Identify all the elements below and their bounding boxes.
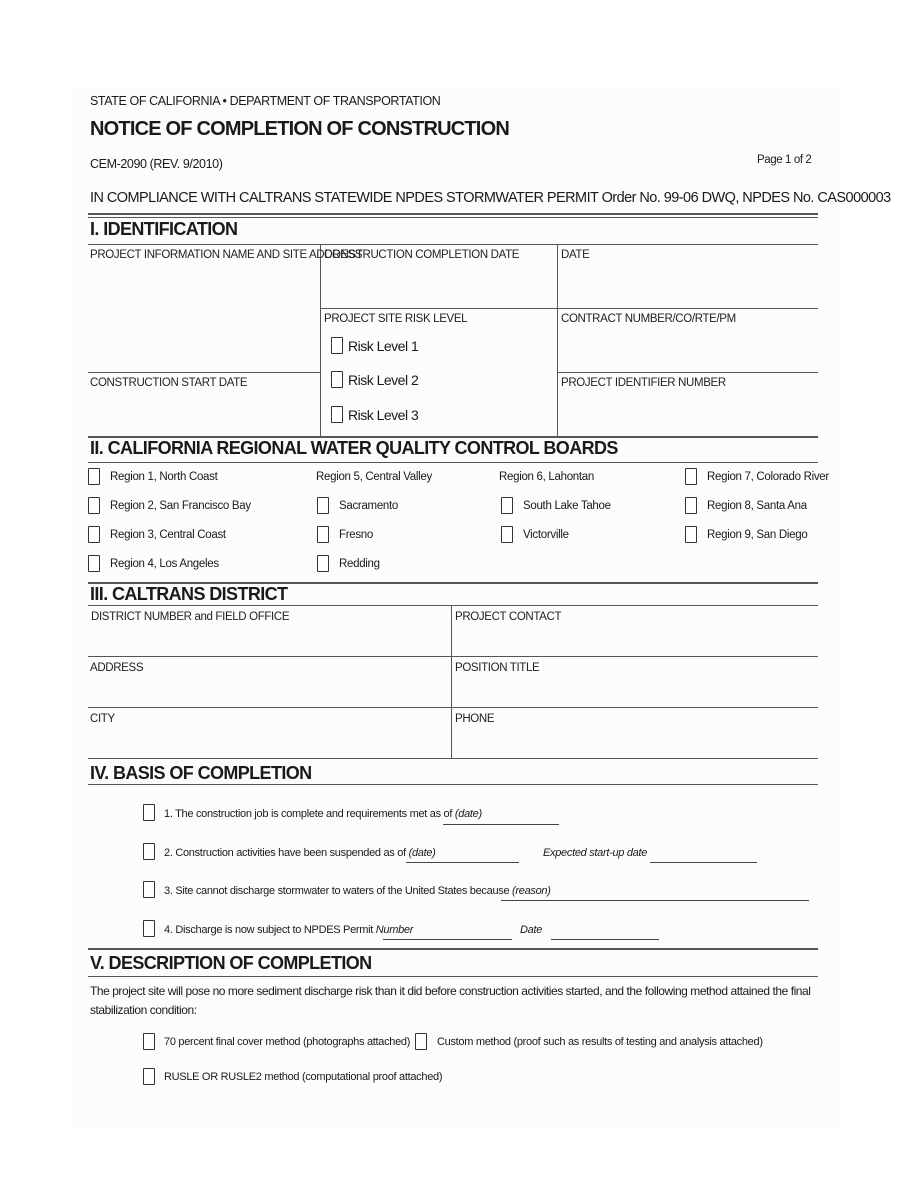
project-info-label: PROJECT INFORMATION NAME AND SITE ADDRESS [90, 249, 363, 261]
city-field[interactable] [90, 728, 448, 756]
risk-level-3-checkbox[interactable] [331, 406, 343, 423]
region-9-label: Region 9, San Diego [707, 529, 808, 541]
basis-1-italic: (date) [454, 808, 482, 820]
basis-4-italic: Number [375, 924, 414, 936]
region-4-label: Region 4, Los Angeles [110, 558, 219, 570]
region-2-checkbox[interactable] [88, 497, 100, 514]
section-water-boards-title: II. CALIFORNIA REGIONAL WATER QUALITY CONTROL BOARDS [90, 438, 618, 458]
divider [557, 244, 558, 436]
divider [88, 948, 818, 950]
expected-startup-field[interactable] [650, 862, 757, 863]
region-6-heading: Region 6, Lahontan [499, 471, 594, 483]
risk-level-1-label: Risk Level 1 [348, 338, 419, 354]
description-intro-line1: The project site will pose no more sediment discharge risk than it did before construction activities started, and the following method attained the final [90, 984, 811, 998]
cover-method-label: 70 percent final cover method (photographs attached) [164, 1036, 411, 1048]
region-8-checkbox[interactable] [685, 497, 697, 514]
south-lake-tahoe-label: South Lake Tahoe [523, 500, 611, 512]
basis-1-text: 1. The construction job is complete and requirements met as of [164, 808, 455, 820]
divider [88, 707, 818, 708]
custom-method-checkbox[interactable] [415, 1033, 427, 1050]
address-field[interactable] [90, 677, 448, 705]
south-lake-tahoe-checkbox[interactable] [501, 497, 513, 514]
redding-label: Redding [339, 558, 380, 570]
risk-level-2-checkbox[interactable] [331, 371, 343, 388]
basis-4-text: 4. Discharge is now subject to NPDES Permit [164, 924, 376, 936]
project-contact-field[interactable] [454, 626, 816, 654]
basis-3-italic: (reason) [512, 885, 551, 897]
section-description-title: V. DESCRIPTION OF COMPLETION [90, 953, 372, 973]
divider [88, 244, 818, 245]
project-info-field[interactable] [90, 264, 318, 370]
section-caltrans-district-title: III. CALTRANS DISTRICT [90, 584, 288, 604]
project-contact-label: PROJECT CONTACT [455, 611, 562, 623]
start-date-label: CONSTRUCTION START DATE [90, 377, 248, 389]
completion-date-field[interactable] [322, 264, 555, 306]
fresno-label: Fresno [339, 529, 373, 541]
divider [88, 784, 818, 785]
region-5-heading: Region 5, Central Valley [316, 471, 432, 483]
completion-date-label: CONSTRUCTION COMPLETION DATE [324, 249, 520, 261]
contract-number-field[interactable] [559, 328, 816, 370]
divider [88, 213, 818, 215]
basis-4-permit-field[interactable] [383, 939, 512, 940]
section-basis-title: IV. BASIS OF COMPLETION [90, 763, 312, 783]
address-label: ADDRESS [90, 662, 144, 674]
region-8-label: Region 8, Santa Ana [707, 500, 807, 512]
divider [88, 217, 818, 218]
basis-2-checkbox[interactable] [143, 843, 155, 860]
basis-3-reason-field[interactable] [501, 900, 809, 901]
rusle-method-checkbox[interactable] [143, 1068, 155, 1085]
basis-1-checkbox[interactable] [143, 804, 155, 821]
form-number: CEM-2090 (REV. 9/2010) [90, 157, 223, 171]
region-1-label: Region 1, North Coast [110, 471, 218, 483]
risk-level-1-checkbox[interactable] [331, 337, 343, 354]
region-2-label: Region 2, San Francisco Bay [110, 500, 251, 512]
divider [88, 976, 818, 977]
basis-4-date-field[interactable] [551, 939, 659, 940]
district-field[interactable] [90, 626, 448, 654]
divider [557, 372, 818, 373]
city-label: CITY [90, 713, 115, 725]
basis-4-checkbox[interactable] [143, 920, 155, 937]
basis-4-date-label: Date [520, 924, 543, 936]
phone-field[interactable] [454, 728, 816, 756]
compliance-statement: IN COMPLIANCE WITH CALTRANS STATEWIDE NPDES STORMWATER PERMIT Order No. 99-06 DWQ, NPDES No. CAS000003 [90, 190, 891, 206]
region-3-checkbox[interactable] [88, 526, 100, 543]
project-identifier-field[interactable] [559, 392, 816, 434]
redding-checkbox[interactable] [317, 555, 329, 572]
basis-2-italic: (date) [408, 847, 436, 859]
divider [88, 656, 818, 657]
contract-number-label: CONTRACT NUMBER/CO/RTE/PM [561, 313, 736, 325]
region-4-checkbox[interactable] [88, 555, 100, 572]
region-7-checkbox[interactable] [685, 468, 697, 485]
basis-2-text: 2. Construction activities have been suspended as of [164, 847, 409, 859]
expected-startup-label: Expected start-up date [543, 847, 648, 859]
basis-3-checkbox[interactable] [143, 881, 155, 898]
sacramento-checkbox[interactable] [317, 497, 329, 514]
rusle-method-label: RUSLE OR RUSLE2 method (computational proof attached) [164, 1071, 443, 1083]
district-label: DISTRICT NUMBER and FIELD OFFICE [91, 611, 290, 623]
description-intro-line2: stabilization condition: [90, 1003, 197, 1017]
region-3-label: Region 3, Central Coast [110, 529, 226, 541]
custom-method-label: Custom method (proof such as results of testing and analysis attached) [437, 1036, 763, 1048]
sacramento-label: Sacramento [339, 500, 399, 512]
risk-level-2-label: Risk Level 2 [348, 372, 419, 388]
risk-level-3-label: Risk Level 3 [348, 407, 419, 423]
position-title-field[interactable] [454, 677, 816, 705]
region-9-checkbox[interactable] [685, 526, 697, 543]
divider [320, 244, 321, 436]
victorville-label: Victorville [523, 529, 569, 541]
basis-3-text: 3. Site cannot discharge stormwater to waters of the United States because [164, 885, 513, 897]
page-indicator: Page 1 of 2 [757, 154, 812, 166]
divider [320, 308, 818, 309]
project-identifier-label: PROJECT IDENTIFIER NUMBER [561, 377, 726, 389]
phone-label: PHONE [455, 713, 495, 725]
section-identification-title: I. IDENTIFICATION [90, 219, 238, 239]
region-1-checkbox[interactable] [88, 468, 100, 485]
divider [88, 372, 320, 373]
form-title: NOTICE OF COMPLETION OF CONSTRUCTION [90, 118, 509, 140]
divider [88, 605, 818, 606]
fresno-checkbox[interactable] [317, 526, 329, 543]
agency-name: STATE OF CALIFORNIA • DEPARTMENT OF TRANSPORTATION [90, 94, 441, 108]
region-7-label: Region 7, Colorado River [707, 471, 829, 483]
risk-level-label: PROJECT SITE RISK LEVEL [324, 313, 468, 325]
date-field[interactable] [559, 264, 816, 306]
divider [451, 605, 452, 758]
basis-1-date-field[interactable] [443, 824, 559, 825]
start-date-field[interactable] [90, 392, 318, 434]
victorville-checkbox[interactable] [501, 526, 513, 543]
cover-method-checkbox[interactable] [143, 1033, 155, 1050]
divider [88, 462, 818, 463]
date-label: DATE [561, 249, 590, 261]
position-title-label: POSITION TITLE [455, 662, 540, 674]
divider [88, 758, 818, 759]
basis-2-date-field[interactable] [406, 862, 519, 863]
